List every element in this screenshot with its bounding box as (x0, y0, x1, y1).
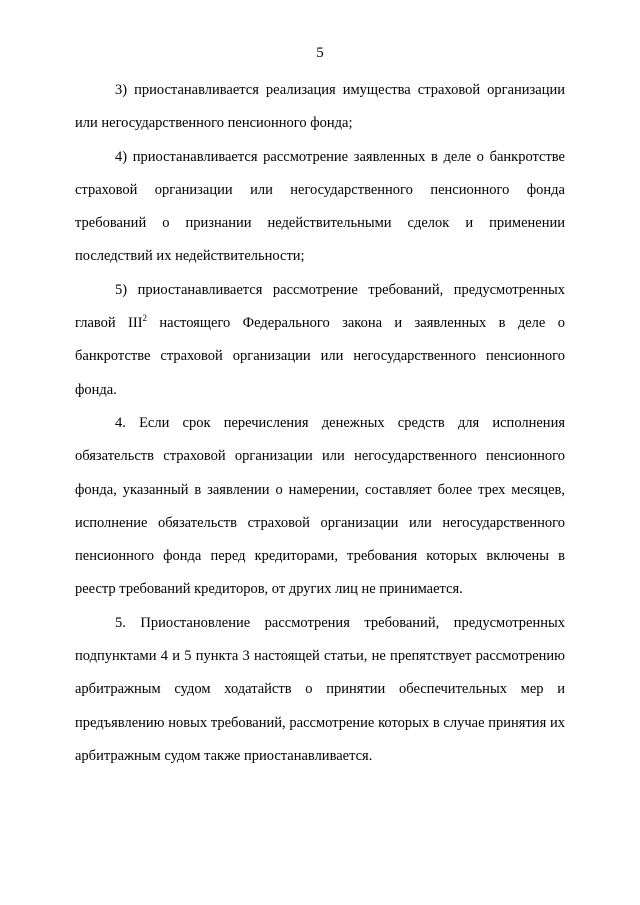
subitem-5-text-before: 5) приостанавливается рассмотрение требований, предусмотренных главой III (75, 281, 565, 332)
paragraph-item-5: 5. Приостановление рассмотрения требований, предусмотренных подпунктами 4 и 5 пункта 3 настоящей статьи, не препятствует рассмотрению арбитражным судом ходатайств о принятии обеспечительных мер и предъявлению новых требований, рассмотрение которых в случае принятия их арбитражным судом также приостанавливается. (75, 614, 565, 764)
paragraph-subitem-3: 3) приостанавливается реализация имущества страховой организации или негосударственного пенсионного фонда; (75, 82, 565, 132)
paragraph-item-4: 4. Если срок перечисления денежных средств для исполнения обязательств страховой организации или негосударственного пенсионного фонда, указанный в заявлении о намерении, составляет более трех месяцев, исполнение обязательств страховой организации или негосударственного пенсионного фонда перед кредиторами, требования которых включены в реестр требований кредиторов, от других лиц не принимается. (75, 414, 565, 598)
paragraph-subitem-4: 4) приостанавливается рассмотрение заявленных в деле о банкротстве страховой организации или негосударственного пенсионного фонда требований о признании недействительными сделок и применении последствий их недействительности; (75, 148, 565, 265)
page-number: 5 (316, 45, 324, 61)
chapter-superscript: 2 (142, 313, 148, 324)
paragraph-subitem-5 (75, 274, 565, 407)
document-body (75, 74, 565, 773)
subitem-5-text-after: настоящего Федерального закона и заявленных в деле о банкротстве страховой организации или негосударственного пенсионного фонда. (75, 315, 565, 398)
